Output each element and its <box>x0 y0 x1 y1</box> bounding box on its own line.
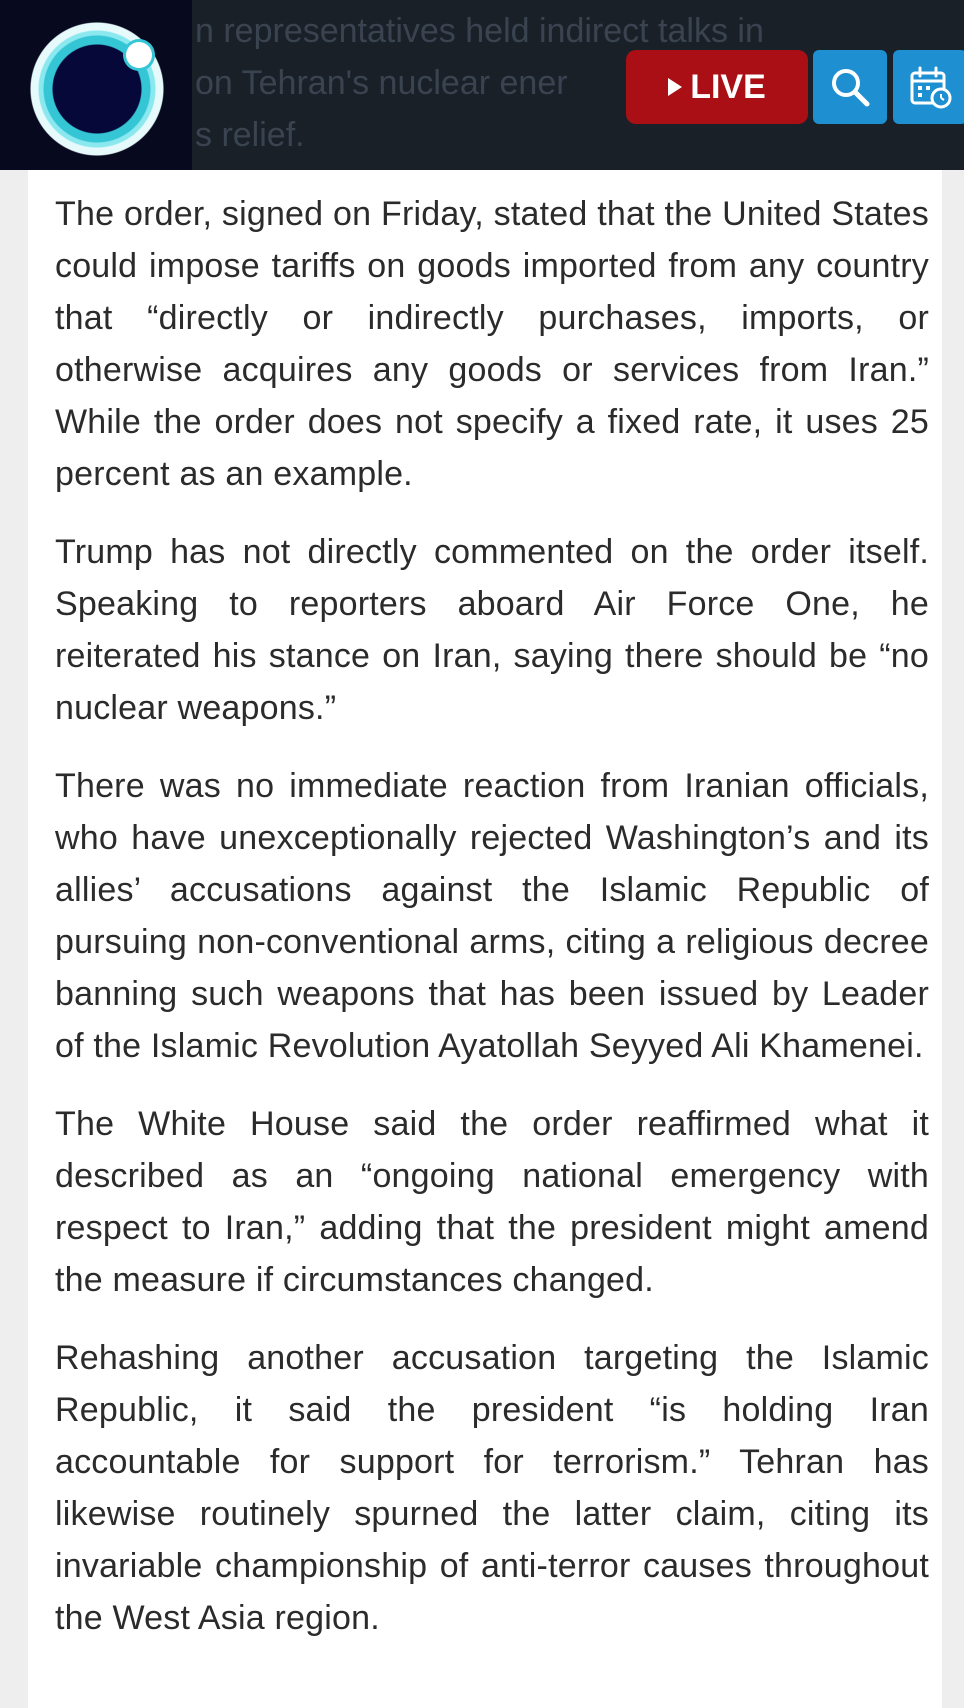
search-icon <box>828 65 872 109</box>
search-button[interactable] <box>813 50 887 124</box>
calendar-clock-icon <box>907 64 953 110</box>
ghost-line-3: s relief. <box>195 116 305 154</box>
calendar-button[interactable] <box>893 50 964 124</box>
ghost-line-2: on Tehran's nuclear ener <box>195 64 568 102</box>
top-bar <box>0 0 964 170</box>
article-text <box>55 188 929 1670</box>
site-logo[interactable] <box>0 0 192 170</box>
article-paragraph-3: There was no immediate reaction from Iranian officials, who have unexceptionally rejected Washington’s and its allies’ accusations against the Islamic Republic of pursuing non-conventional arms, citing a religious decree banning such weapons that has been issued by Leader of the Islamic Revolution Ayatollah Seyyed Ali Khamenei. <box>55 767 929 1065</box>
live-label: LIVE <box>690 67 766 106</box>
live-button[interactable] <box>626 50 808 124</box>
logo-ring-icon <box>28 20 166 158</box>
article-paragraph-5: Rehashing another accusation targeting the Islamic Republic, it said the president “is holding Iran accountable for support for terrorism.” Tehran has likewise routinely spurned the latter claim, citing its invariable championship of anti-terror causes throughout the West Asia region. <box>55 1339 929 1637</box>
article-paragraph-2: Trump has not directly commented on the order itself. Speaking to reporters aboard Air Force One, he reiterated his stance on Iran, saying there should be “no nuclear weapons.” <box>55 533 929 727</box>
article-paragraph-1: The order, signed on Friday, stated that the United States could impose tariffs on goods imported from any country that “directly or indirectly purchases, imports, or otherwise acquires any goods or services from Iran.” While the order does not specify a fixed rate, it uses 25 percent as an example. <box>55 195 929 493</box>
ghost-line-1: n representatives held indirect talks in <box>195 12 764 50</box>
article-paragraph-4: The White House said the order reaffirmed what it described as an “ongoing national emergency with respect to Iran,” adding that the president might amend the measure if circumstances changed. <box>55 1105 929 1299</box>
logo-dot-icon <box>126 42 152 68</box>
article-body <box>28 0 942 1708</box>
play-icon <box>668 78 682 96</box>
